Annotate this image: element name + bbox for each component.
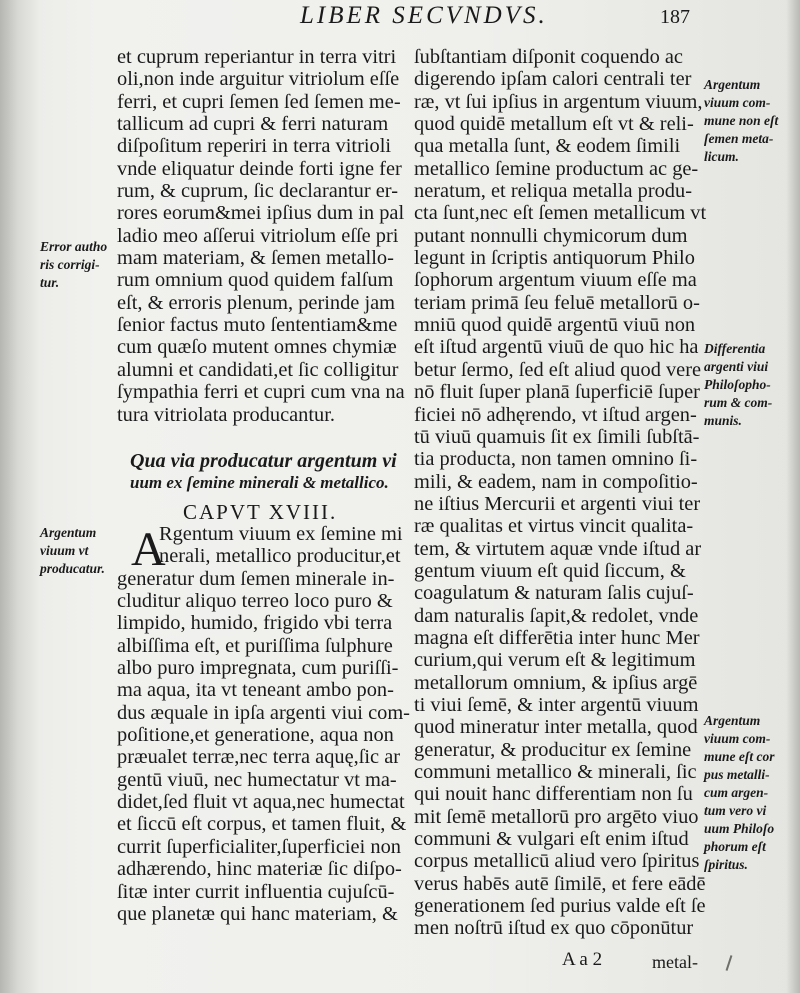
margin-note-line: ris corrigi- bbox=[40, 257, 100, 272]
margin-note-line: phorum eſt bbox=[704, 839, 766, 854]
text-line: ti viui ſemē, & inter argentū viuum bbox=[414, 693, 699, 716]
chapter-heading: CAPVT XVIII. bbox=[183, 500, 338, 524]
margin-note-argentum-producatur bbox=[40, 524, 105, 578]
text-line: alumni et candidati,et ſic colligitur bbox=[117, 358, 399, 381]
margin-note-line: viuum vt bbox=[40, 543, 89, 558]
text-line: ma aqua, ita vt teneant ambo pon- bbox=[117, 679, 394, 702]
margin-note-line: ſpiritus. bbox=[704, 857, 748, 872]
text-line: adhærendo, hinc materiæ ſic diſpo- bbox=[117, 858, 402, 881]
drop-capital: A bbox=[131, 523, 166, 576]
section-title-line-2: uum ex ſemine minerali & metallico. bbox=[130, 473, 389, 492]
text-line: ladio meo aſſerui vitriolum eſſe pri bbox=[117, 224, 399, 247]
text-line: coagulatum & naturam ſalis cujuſ- bbox=[414, 582, 694, 605]
text-line: cum quæſo mutent omnes chymiæ bbox=[117, 336, 397, 359]
margin-note-line: viuum com- bbox=[704, 95, 771, 110]
text-line: dus æquale in ipſa argenti viui com- bbox=[117, 701, 410, 724]
margin-note-line: tum vero vi bbox=[704, 803, 767, 818]
text-line: que planetæ qui hanc materiam, & bbox=[117, 902, 398, 925]
text-line: vnde eliquatur deinde forti igne fer bbox=[117, 157, 402, 180]
text-line: tura vitriolata producantur. bbox=[117, 403, 335, 426]
section-title bbox=[130, 450, 397, 494]
text-line: rum omnium quod quidem falſum bbox=[117, 269, 394, 292]
margin-note-line: Argentum bbox=[704, 713, 761, 728]
margin-note-line: ſemen meta- bbox=[704, 131, 774, 146]
margin-note-line: licum. bbox=[704, 149, 739, 164]
text-line: mit ſemē metallorū pro argēto viuo bbox=[414, 805, 699, 828]
text-line: Rgentum viuum ex ſemine mi bbox=[159, 523, 403, 545]
signature-mark: A a 2 bbox=[562, 949, 603, 970]
text-line: et cuprum reperiantur in terra vitri bbox=[117, 46, 397, 68]
margin-note-differentia bbox=[704, 340, 772, 430]
text-line: quod mineratur inter metalla, quod bbox=[414, 716, 698, 739]
margin-note-line: producatur. bbox=[40, 561, 105, 576]
text-line: ſenior factus muto ſententiam&me bbox=[117, 314, 398, 337]
margin-note-line: Error autho bbox=[40, 239, 108, 254]
text-line: currit ſuperficialiter,ſuperficiei non bbox=[117, 835, 401, 858]
margin-note-error bbox=[40, 238, 107, 292]
text-line: tū viuū quamuis ſit ex ſimili ſubſtā- bbox=[414, 425, 700, 448]
margin-note-line: Differentia bbox=[704, 341, 766, 356]
text-line: communi & vulgari eſt enim iſtud bbox=[414, 828, 689, 851]
running-head: LIBER SECVNDVS. bbox=[300, 2, 548, 29]
text-line: præualet terræ,nec terra aquę,ſic ar bbox=[117, 746, 401, 769]
text-line: eſt iſtud argentū viuū de quo hic ha bbox=[414, 336, 699, 359]
margin-note-argentum-spiritus bbox=[704, 712, 775, 874]
page-edge-shadow bbox=[786, 0, 800, 993]
text-line: eſt, & erroris plenum, perinde jam bbox=[117, 291, 396, 314]
text-line: nerali, metallico producitur,et bbox=[159, 545, 401, 568]
text-line: digerendo ipſam calori centrali ter bbox=[414, 68, 692, 91]
text-line: oli,non inde arguitur vitriolum eſſe bbox=[117, 68, 400, 91]
margin-note-line: uum Philoſo bbox=[704, 821, 775, 836]
text-line: quod quidē metallum eſt vt & reli- bbox=[414, 113, 694, 136]
text-line: gentū viuū, nec humectatur vt ma- bbox=[117, 768, 397, 791]
margin-note-line: munis. bbox=[704, 413, 742, 428]
text-line: ne iſtius Mercurii et argenti viui ter bbox=[414, 492, 701, 515]
text-line: ræ qualitas et virtus vincit qualita- bbox=[414, 515, 694, 538]
text-line: men noſtrū iſtud ex quo cōponūtur bbox=[414, 917, 694, 940]
text-line: et ſiccū eſt corpus, et tamen fluit, & bbox=[117, 813, 407, 836]
text-line: ræ, vt ſui ipſius in argentum viuum, bbox=[414, 90, 703, 113]
text-line: mniū quod quidē argentū viuū non bbox=[414, 314, 696, 337]
text-line: metallorum omnium, & ipſius argē bbox=[414, 671, 698, 694]
text-line: neratum, et reliqua metalla produ- bbox=[414, 180, 692, 203]
text-line: magna eſt differētia inter hunc Mer bbox=[414, 626, 700, 649]
text-line: didet,ſed fluit vt aqua,nec humectat bbox=[117, 791, 405, 814]
text-line: legunt in ſcriptis antiquorum Philo bbox=[414, 247, 695, 270]
text-line: verus habēs autē ſimilē, et fere eādē bbox=[414, 872, 706, 895]
margin-note-line: Philoſopho- bbox=[704, 377, 771, 392]
text-line: communi metallico & minerali, ſic bbox=[414, 761, 697, 783]
section-title-line-1: Qua via producatur argentum vi bbox=[130, 450, 397, 472]
text-line: tia producta, non tamen omnino ſi- bbox=[414, 448, 698, 471]
text-line: betur ſermo, ſed eſt aliud quod vere bbox=[414, 358, 702, 381]
text-line: putant nonnulli chymicorum dum bbox=[414, 224, 688, 247]
pen-mark bbox=[726, 955, 733, 971]
text-line: metallico ſemine productum ac ge- bbox=[414, 157, 699, 180]
text-line: cluditur aliquo terreo loco puro & bbox=[117, 590, 393, 613]
margin-note-line: mune non eſt bbox=[704, 113, 779, 128]
margin-note-argentum-commune bbox=[704, 76, 778, 166]
margin-note-line: argenti viui bbox=[704, 359, 769, 374]
text-line: generationem ſed purius valde eſt ſe bbox=[414, 895, 706, 918]
text-line: ficiei nō adhęrendo, vt iſtud argen- bbox=[414, 403, 697, 426]
margin-note-line: mune eſt cor bbox=[704, 749, 775, 764]
text-line: nō fluit ſuper planā ſuperficiē ſuper bbox=[414, 381, 700, 404]
text-line: generatur dum ſemen minerale in- bbox=[117, 567, 395, 590]
text-line: generatur, & producitur ex ſemine bbox=[414, 738, 692, 761]
text-line: limpido, humido, frigido vbi terra bbox=[117, 612, 393, 635]
page-number: 187 bbox=[660, 6, 690, 28]
margin-note-line: cum argen- bbox=[704, 785, 769, 800]
text-line: rores eorum&mei ipſius dum in pal bbox=[117, 202, 405, 225]
text-line: curium,qui verum eſt & legitimum bbox=[414, 649, 696, 672]
text-line: tem, & virtutem aquæ vnde iſtud ar bbox=[414, 537, 702, 560]
margin-note-line: Argentum bbox=[704, 77, 761, 92]
text-line: ſubſtantiam diſponit coquendo ac bbox=[414, 46, 683, 68]
text-line: poſitione,et generatione, aqua non bbox=[117, 724, 394, 747]
margin-note-line: viuum com- bbox=[704, 731, 771, 746]
text-line: albiſſima eſt, et puriſſima ſulphure bbox=[117, 634, 393, 657]
text-line: ferri, et cupri ſemen ſed ſemen me- bbox=[117, 90, 401, 113]
left-column-text bbox=[117, 46, 407, 426]
text-line: tallicum ad cupri & ferri naturam bbox=[117, 113, 389, 136]
chapter-body-text bbox=[117, 523, 410, 925]
text-line: corpus metallicū aliud vero ſpiritus bbox=[414, 850, 700, 873]
text-line: albo puro impregnata, cum puriſſi- bbox=[117, 657, 399, 680]
margin-note-line: rum & com- bbox=[704, 395, 773, 410]
text-line: teriam primā ſeu feluē metallorū o- bbox=[414, 291, 700, 314]
text-line: qui nouit hanc differentiam non ſu bbox=[414, 783, 693, 806]
text-line: cta ſunt,nec eſt ſemen metallicum vt bbox=[414, 202, 707, 225]
margin-note-line: Argentum bbox=[40, 525, 97, 540]
text-line: diſpoſitum reperiri in terra vitrioli bbox=[117, 135, 392, 158]
text-line: ſitæ inter currit influentia cujuſcū- bbox=[117, 880, 395, 903]
text-line: mili, & eadem, nam in compoſitio- bbox=[414, 470, 698, 493]
text-line: gentum viuum eſt quid ſiccum, & bbox=[414, 559, 686, 582]
margin-note-line: tur. bbox=[40, 275, 60, 290]
catchword: metal- bbox=[652, 952, 698, 972]
text-line: mam materiam, & ſemen metallo- bbox=[117, 247, 394, 270]
gutter-shadow bbox=[0, 0, 40, 993]
text-line: qua metalla ſunt, & eodem ſimili bbox=[414, 135, 681, 158]
right-column-text bbox=[414, 46, 707, 940]
text-line: rum, & cuprum, ſic declarantur er- bbox=[117, 180, 398, 203]
text-line: ſympathia ferri et cupri cum vna na bbox=[117, 381, 405, 404]
margin-note-line: pus metalli- bbox=[704, 767, 770, 782]
text-line: dam naturalis ſapit,& redolet, vnde bbox=[414, 604, 699, 627]
text-line: ſophorum argentum viuum eſſe ma bbox=[414, 269, 697, 292]
